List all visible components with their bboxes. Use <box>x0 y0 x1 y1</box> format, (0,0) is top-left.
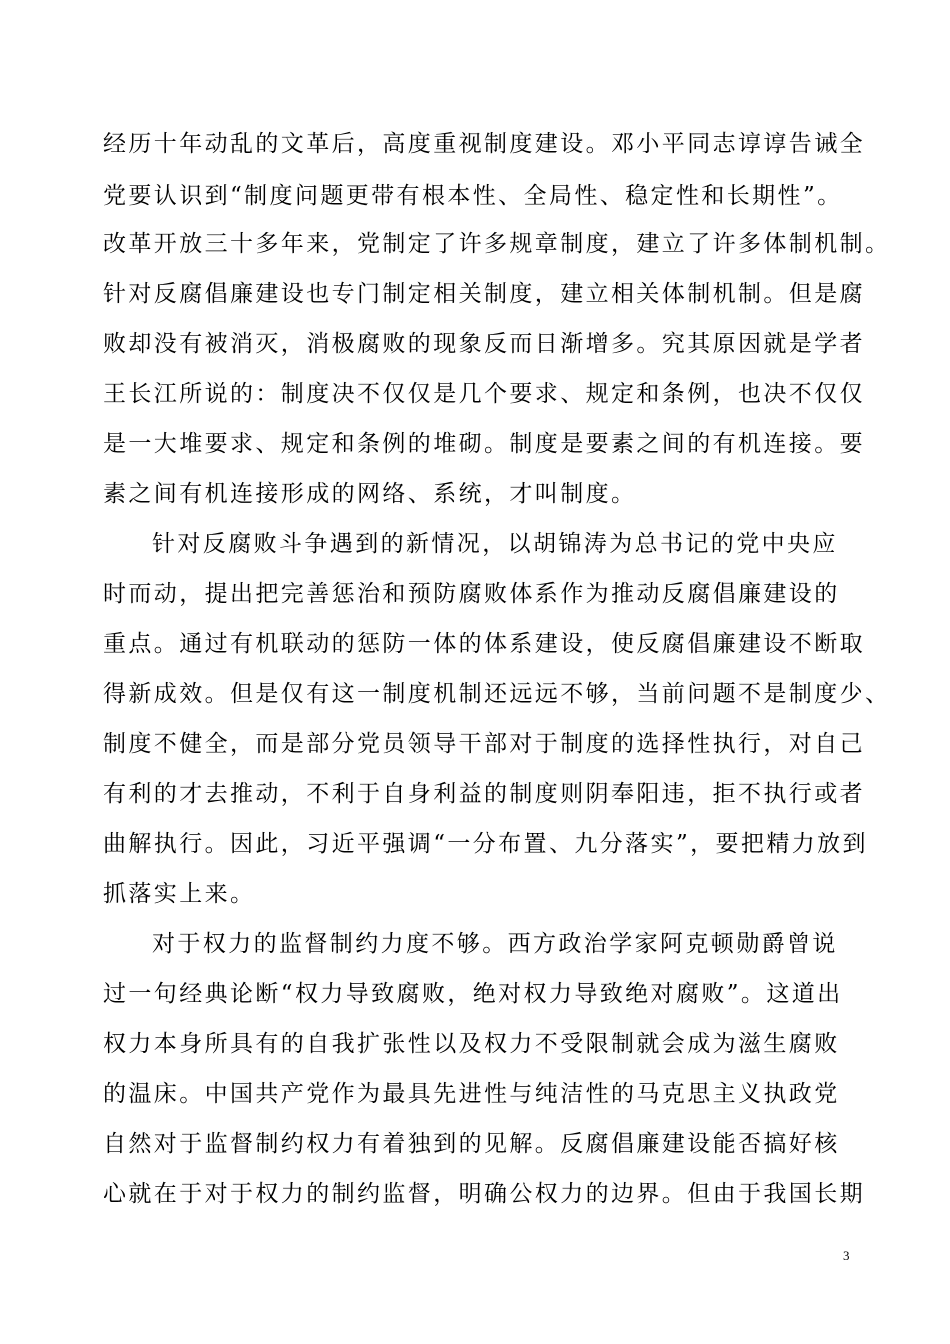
paragraph-2-line-3: 重点。通过有机联动的惩防一体的体系建设，使反腐倡廉建设不断取 <box>103 631 865 657</box>
paragraph-2-line-5: 制度不健全，而是部分党员领导干部对于制度的选择性执行，对自己 <box>103 731 865 757</box>
paragraph-3-line-5: 自然对于监督制约权力有着独到的见解。反腐倡廉建设能否搞好核 <box>103 1131 840 1157</box>
paragraph-2-line-1: 针对反腐败斗争遇到的新情况，以胡锦涛为总书记的党中央应 <box>152 531 838 557</box>
page-number: 3 <box>843 1248 850 1263</box>
paragraph-1-line-8: 素之间有机连接形成的网络、系统，才叫制度。 <box>103 481 637 507</box>
paragraph-2-line-7: 曲解执行。因此，习近平强调“一分布置、九分落实”，要把精力放到 <box>103 831 868 857</box>
paragraph-3-line-2: 过一句经典论断“权力导致腐败，绝对权力导致绝对腐败”。这道出 <box>103 981 843 1007</box>
paragraph-3-line-6: 心就在于对于权力的制约监督，明确公权力的边界。但由于我国长期 <box>103 1181 865 1207</box>
paragraph-3-line-4: 的温床。中国共产党作为最具先进性与纯洁性的马克思主义执政党 <box>103 1081 840 1107</box>
paragraph-1-line-2: 党要认识到“制度问题更带有根本性、全局性、稳定性和长期性”。 <box>103 183 843 209</box>
paragraph-1-line-4: 针对反腐倡廉建设也专门制定相关制度，建立相关体制机制。但是腐 <box>103 281 865 307</box>
paragraph-2-line-8: 抓落实上来。 <box>103 881 256 907</box>
paragraph-3-line-1: 对于权力的监督制约力度不够。西方政治学家阿克顿勋爵曾说 <box>152 931 838 957</box>
paragraph-2-line-2: 时而动，提出把完善惩治和预防腐败体系作为推动反腐倡廉建设的 <box>103 581 840 607</box>
paragraph-2-line-6: 有利的才去推动，不利于自身利益的制度则阴奉阳违，拒不执行或者 <box>103 781 865 807</box>
paragraph-1-line-5: 败却没有被消灭，消极腐败的现象反而日渐增多。究其原因就是学者 <box>103 331 865 357</box>
paragraph-1-line-6: 王长江所说的：制度决不仅仅是几个要求、规定和条例，也决不仅仅 <box>103 381 865 407</box>
paragraph-1-line-1: 经历十年动乱的文革后，高度重视制度建设。邓小平同志谆谆告诫全 <box>103 131 865 157</box>
paragraph-1-line-7: 是一大堆要求、规定和条例的堆砌。制度是要素之间的有机连接。要 <box>103 431 865 457</box>
paragraph-2-line-4: 得新成效。但是仅有这一制度机制还远远不够，当前问题不是制度少、 <box>103 681 891 707</box>
paragraph-1-line-3: 改革开放三十多年来，党制定了许多规章制度，建立了许多体制机制。 <box>103 231 891 257</box>
paragraph-3-line-3: 权力本身所具有的自我扩张性以及权力不受限制就会成为滋生腐败 <box>103 1031 840 1057</box>
